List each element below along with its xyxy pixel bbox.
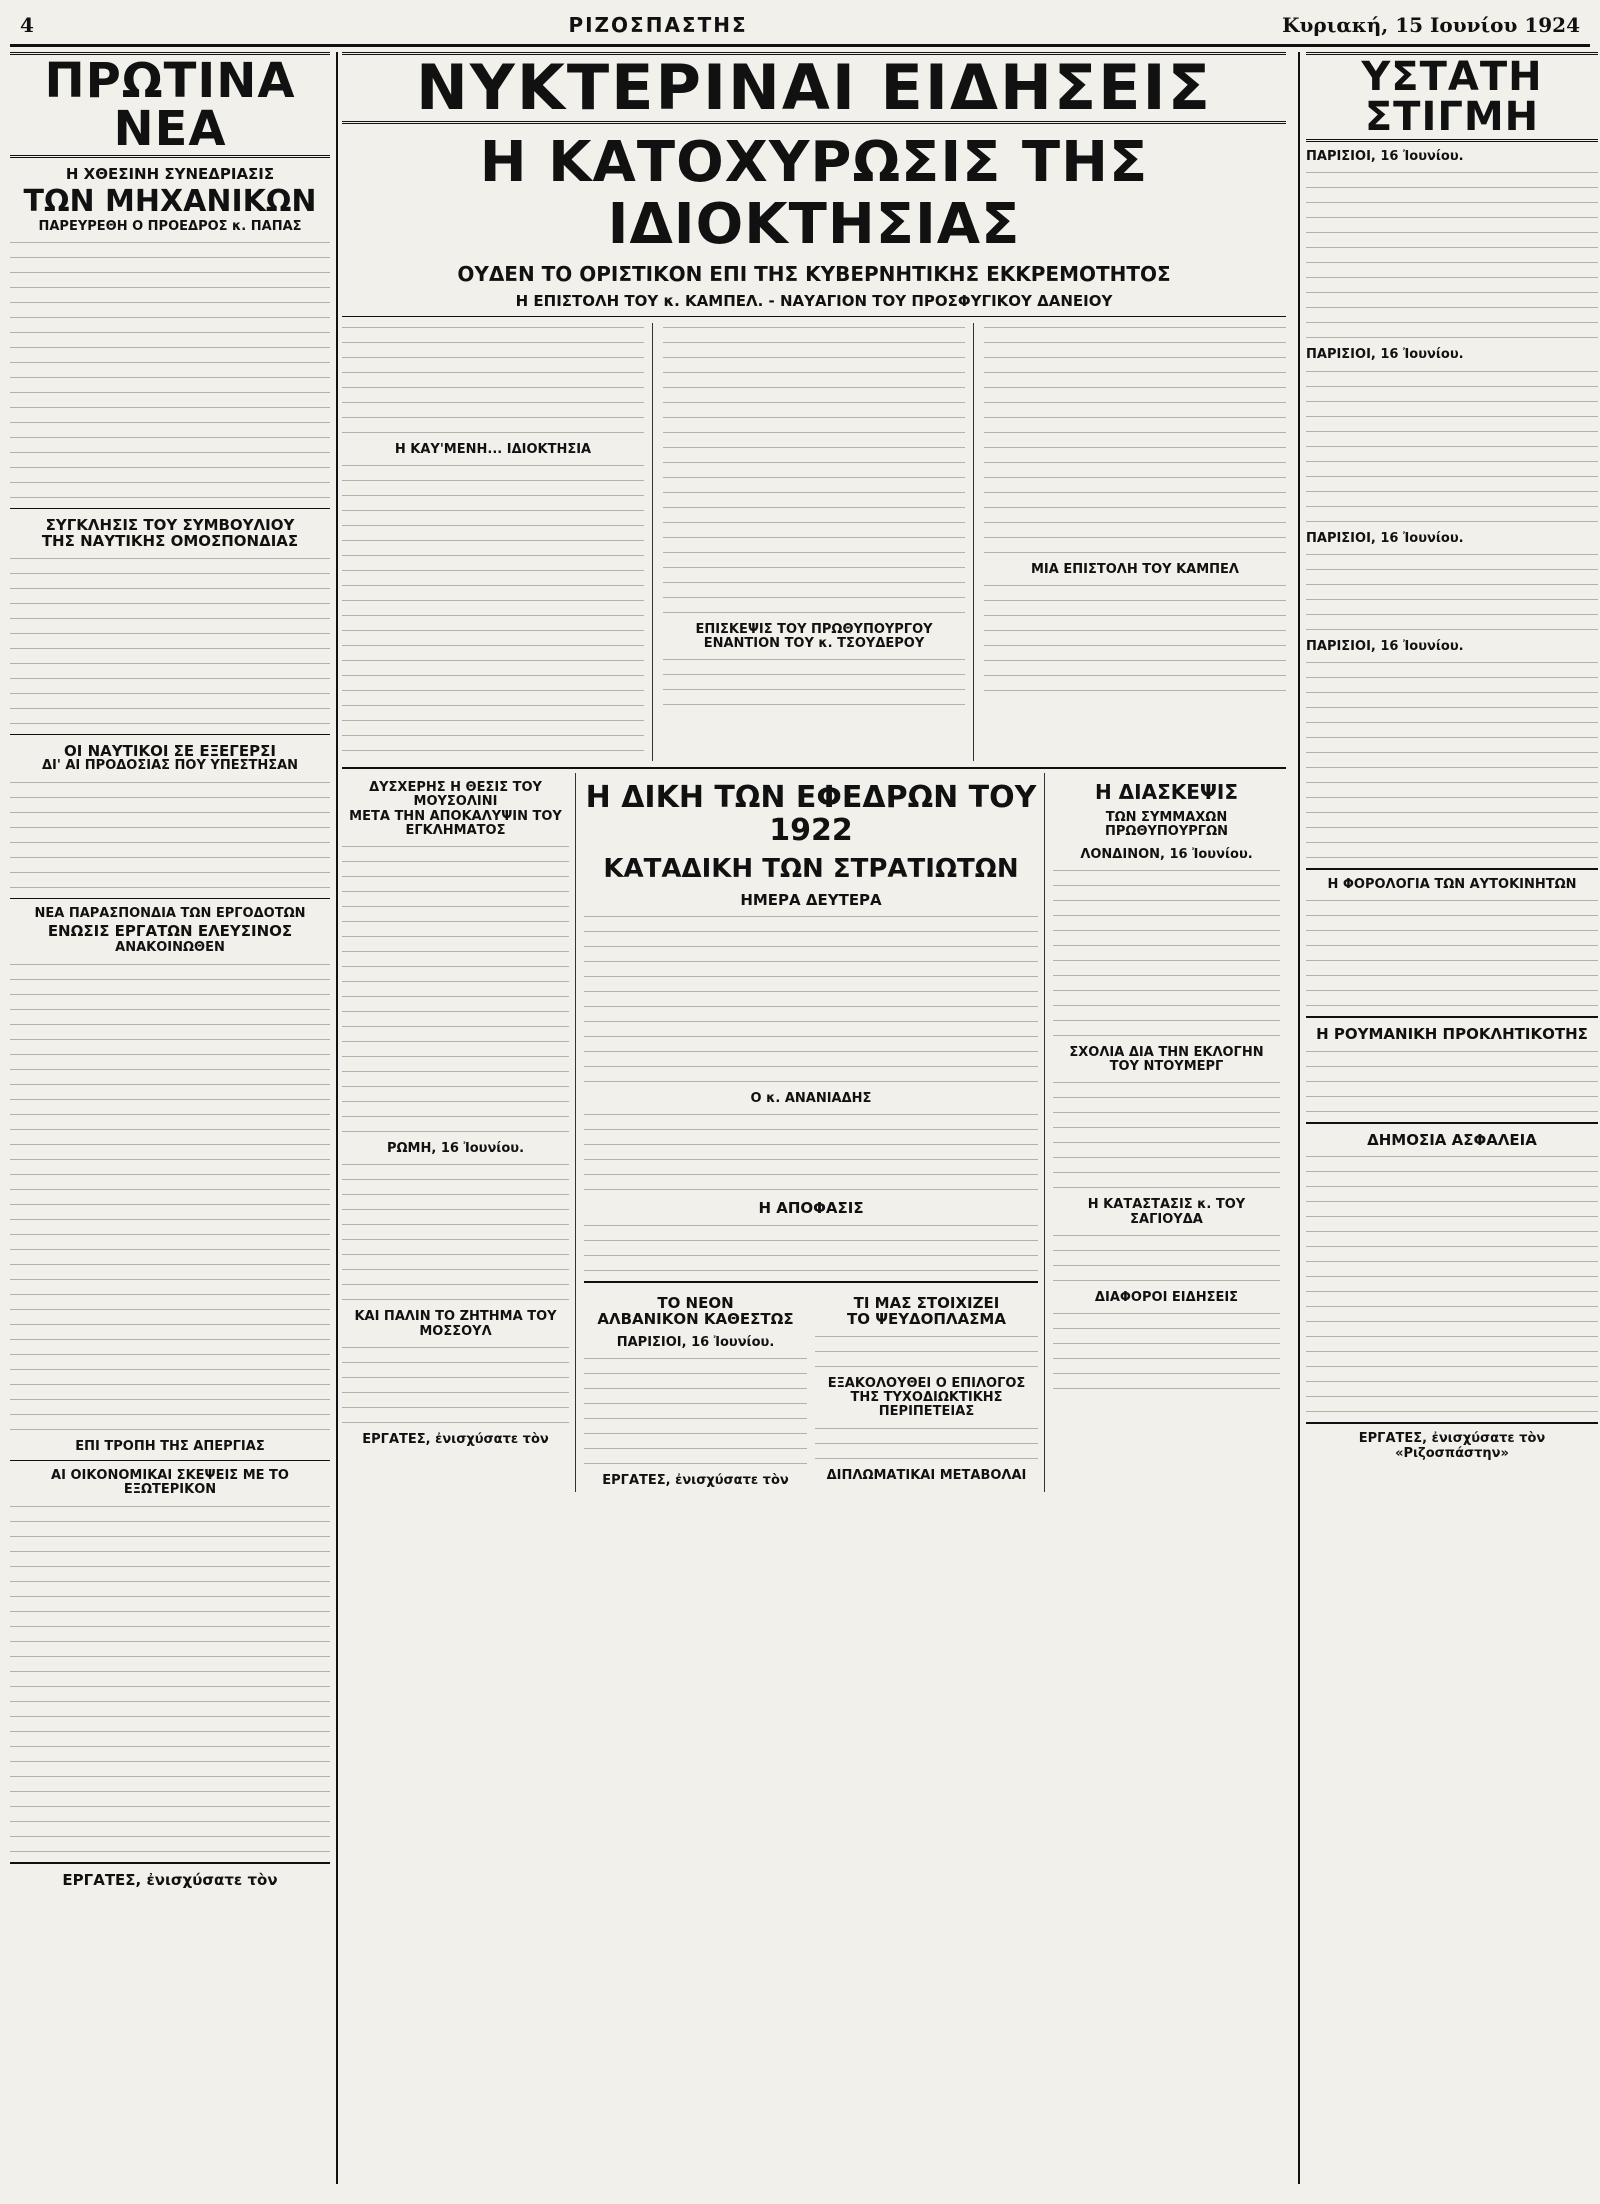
paris-dateline: ΠΑΡΙΣΙΟΙ, 16 Ἰουνίου.	[616, 1334, 775, 1350]
issue-date: Κυριακή, 15 Ιουνίου 1924	[1282, 13, 1580, 37]
right-banner: ΥΣΤΑΤΗ ΣΤΙΓΜΗ	[1306, 52, 1598, 142]
albania-headline: ΤΟ ΝΕΟΝ ΑΛΒΑΝΙΚΟΝ ΚΑΘΕΣΤΩΣ	[597, 1293, 794, 1329]
diplomatic-headline: ΔΙΠΛΩΜΑΤΙΚΑΙ ΜΕΤΑΒΟΛΑΙ	[826, 1467, 1027, 1483]
right-headline-1: Η ΦΟΡΟΛΟΓΙΑ ΤΩΝ ΑΥΤΟΚΙΝΗΤΩΝ	[1327, 877, 1577, 893]
trial-section-1: Ο κ. ΑΝΑΝΙΑΔΗΣ	[750, 1091, 872, 1107]
left-article-6-text	[10, 1502, 330, 1852]
right-headline-2: Η ΡΟΥΜΑΝΙΚΗ ΠΡΟΚΛΗΤΙΚΟΤΗΣ	[1316, 1025, 1588, 1044]
left-headline-5: ΕΠΙ ΤΡΟΠΗ ΤΗΣ ΑΠΕΡΓΙΑΣ	[75, 1438, 265, 1454]
right-footer: ΕΡΓΑΤΕΣ, ἐνισχύσατε τὸν «Ριζοσπάστην»	[1358, 1431, 1546, 1461]
main-headline: Η ΚΑΤΟΧΥΡΩΣΙΣ ΤΗΣ ΙΔΙΟΚΤΗΣΙΑΣ	[479, 130, 1149, 257]
right-dateline-2: ΠΑΡΙΣΙΟΙ, 16 Ἰουνίου.	[1306, 347, 1464, 363]
conference-article	[1053, 773, 1286, 1492]
center-banner: ΝΥΚΤΕΡΙΝΑΙ ΕΙΔΗΣΕΙΣ	[342, 52, 1286, 124]
page-number: 4	[20, 13, 34, 37]
left-headline-6: ΑΙ ΟΙΚΟΝΟΜΙΚΑΙ ΣΚΕΨΕΙΣ ΜΕ ΤΟ ΕΞΩΤΕΡΙΚΟΝ	[51, 1467, 289, 1498]
newspaper-page	[10, 10, 1590, 2184]
trial-subheadline-2: ΗΜΕΡΑ ΔΕΥΤΕΡΑ	[740, 890, 882, 909]
main-article-col-1	[342, 323, 644, 433]
left-article-3-text	[10, 778, 330, 888]
left-article-4-text	[10, 960, 330, 1430]
section-2-heading: ΕΠΙΣΚΕΨΙΣ ΤΟΥ ΠΡΩΘΥΠΟΥΡΓΟΥ ΕΝΑΝΤΙΟΝ ΤΟΥ κ. ΤΣΟΥΔΕΡΟΥ	[695, 621, 933, 651]
left-article-2-text	[10, 554, 330, 724]
left-article-1-text	[10, 238, 330, 498]
pseudoplasm-headline: ΤΙ ΜΑΣ ΣΤΟΙΧΙΖΕΙ ΤΟ ΨΕΥΔΟΠΛΑΣΜΑ	[847, 1293, 1006, 1329]
section-3-heading: ΜΙΑ ΕΠΙΣΤΟΛΗ ΤΟΥ ΚΑΜΠΕΛ	[1031, 561, 1239, 577]
trial-section-2: Η ΑΠΟΦΑΣΙΣ	[758, 1199, 864, 1218]
mosul-headline: ΚΑΙ ΠΑΛΙΝ ΤΟ ΖΗΤΗΜΑ ΤΟΥ ΜΟΣΣΟΥΛ	[354, 1309, 557, 1339]
london-dateline: ΛΟΝΔΙΝΟΝ, 16 Ἰουνίου.	[1080, 846, 1253, 862]
trial-headline: Η ΔΙΚΗ ΤΩΝ ΕΦΕΔΡΩΝ ΤΟΥ 1922	[585, 779, 1037, 848]
center-footer-2: ΕΡΓΑΤΕΣ, ἐνισχύσατε τὸν	[602, 1473, 789, 1489]
mussolini-article	[342, 773, 576, 1492]
left-column	[10, 52, 338, 2184]
right-dateline-4: ΠΑΡΙΣΙΟΙ, 16 Ἰουνίου.	[1306, 638, 1464, 654]
center-lower	[342, 767, 1286, 1492]
right-dateline-3: ΠΑΡΙΣΙΟΙ, 16 Ἰουνίου.	[1306, 530, 1464, 546]
doumergue-headline: ΣΧΟΛΙΑ ΔΙΑ ΤΗΝ ΕΚΛΟΓΗΝ ΤΟΥ ΝΤΟΥΜΕΡΓ	[1069, 1044, 1264, 1075]
sub-headline-2: Η ΕΠΙΣΤΟΛΗ ΤΟΥ κ. ΚΑΜΠΕΛ. - ΝΑΥΑΓΙΟΝ ΤΟΥ ΠΡΟΣΦΥΓΙΚΟΥ ΔΑΝΕΙΟΥ	[515, 292, 1113, 311]
center-column	[342, 52, 1286, 2184]
sub-headline: ΟΥΔΕΝ ΤΟ ΟΡΙΣΤΙΚΟΝ ΕΠΙ ΤΗΣ ΚΥΒΕΡΝΗΤΙΚΗΣ ΕΚΚΡΕΜΟΤΗΤΟΣ	[457, 262, 1171, 287]
rome-dateline: ΡΩΜΗ, 16 Ἰουνίου.	[386, 1141, 525, 1157]
left-banner: ΠΡΩΤΙΝΑ ΝΕΑ	[10, 52, 330, 158]
left-footer: ΕΡΓΑΤΕΣ, ἐνισχύσατε τὸν	[62, 1870, 278, 1889]
left-headline-1: Η ΧΘΕΣΙΝΗ ΣΥΝΕΔΡΙΑΣΙΣ ΤΩΝ ΜΗΧΑΝΙΚΩΝ ΠΑΡΕΥΡΕΘΗ Ο ΠΡΟΕΔΡΟΣ κ. ΠΑΠΑΣ	[23, 165, 317, 234]
right-column	[1298, 52, 1598, 2184]
center-footer-1: ΕΡΓΑΤΕΣ, ἐνισχύσατε τὸν	[362, 1432, 549, 1448]
various-news-headline: ΔΙΑΦΟΡΟΙ ΕΙΔΗΣΕΙΣ	[1094, 1290, 1239, 1306]
paper-name: ΡΙΖΟΣΠΑΣΤΗΣ	[568, 13, 748, 37]
main-article	[342, 323, 1286, 761]
main-article-col-3	[984, 323, 1286, 553]
left-headline-2: ΣΥΓΚΛΗΣΙΣ ΤΟΥ ΣΥΜΒΟΥΛΙΟΥ ΤΗΣ ΝΑΥΤΙΚΗΣ ΟΜΟΣΠΟΝΔΙΑΣ	[41, 515, 299, 551]
adventure-headline: ΕΞΑΚΟΛΟΥΘΕΙ Ο ΕΠΙΛΟΓΟΣ ΤΗΣ ΤΥΧΟΔΙΩΚΤΙΚΗΣ ΠΕΡΙΠΕΤΕΙΑΣ	[827, 1375, 1026, 1420]
left-headline-3: ΟΙ ΝΑΥΤΙΚΟΙ ΣΕ ΕΞΕΓΕΡΣΙ ΔΙ' ΑΙ ΠΡΟΔΟΣΙΑΣ ΠΟΥ ΥΠΕΣΤΗΣΑΝ	[41, 741, 299, 774]
main-article-col-2	[663, 323, 965, 613]
situation-headline: Η ΚΑΤΑΣΤΑΣΙΣ κ. ΤΟΥ ΣΑΓΙΟΥΔΑ	[1087, 1197, 1246, 1227]
conference-headline: Η ΔΙΑΣΚΕΨΙΣ	[1094, 779, 1239, 804]
trial-subheadline: ΚΑΤΑΔΙΚΗ ΤΩΝ ΣΤΡΑΤΙΩΤΩΝ	[603, 853, 1019, 884]
section-1-heading: Η ΚΑΥ'ΜΕΝΗ... ΙΔΙΟΚΤΗΣΙΑ	[394, 441, 592, 457]
right-dateline-1: ΠΑΡΙΣΙΟΙ, 16 Ἰουνίου.	[1306, 149, 1464, 164]
trial-article	[584, 773, 1045, 1492]
mussolini-headline: ΔΥΣΧΕΡΗΣ Η ΘΕΣΙΣ ΤΟΥ ΜΟΥΣΟΛΙΝΙ ΜΕΤΑ ΤΗΝ ΑΠΟΚΑΛΥΨΙΝ ΤΟΥ ΕΓΚΛΗΜΑΤΟΣ	[349, 779, 562, 838]
masthead	[10, 10, 1590, 47]
conference-subheadline: ΤΩΝ ΣΥΜΜΑΧΩΝ ΠΡΩΘΥΠΟΥΡΓΩΝ	[1104, 809, 1228, 840]
left-headline-4: ΝΕΑ ΠΑΡΑΣΠΟΝΔΙΑ ΤΩΝ ΕΡΓΟΔΟΤΩΝ ΕΝΩΣΙΣ ΕΡΓΑΤΩΝ ΕΛΕΥΣΙΝΟΣ ΑΝΑΚΟΙΝΩΘΕΝ	[34, 905, 306, 956]
right-headline-3: ΔΗΜΟΣΙΑ ΑΣΦΑΛΕΙΑ	[1367, 1130, 1537, 1149]
